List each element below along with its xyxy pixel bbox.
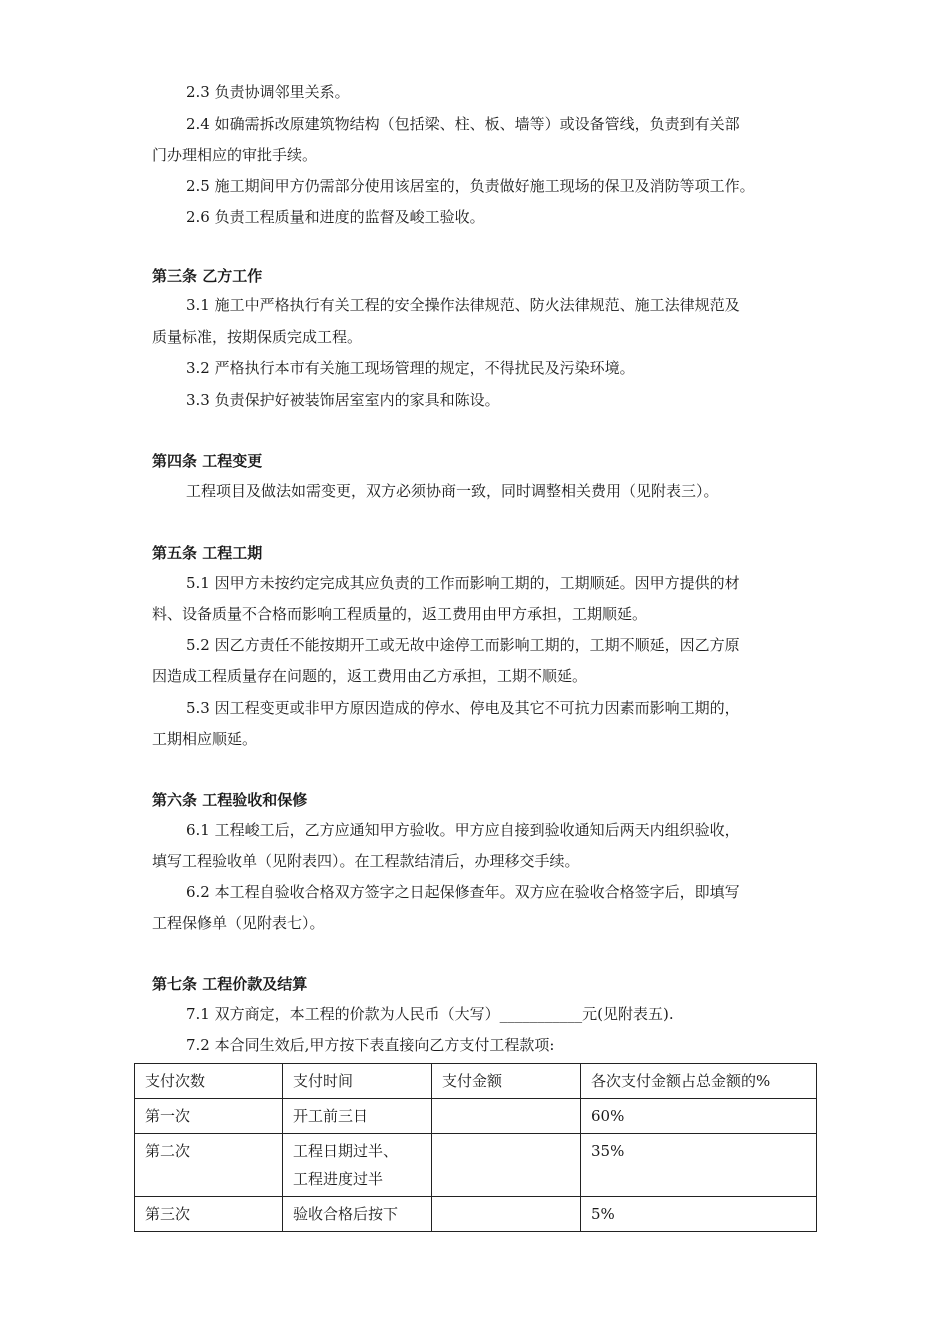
section-7-heading: 第七条 工程价款及结算 — [152, 975, 308, 993]
cell-percent: 5% — [581, 1197, 817, 1232]
cell-time-line: 工程进度过半 — [293, 1170, 384, 1188]
clause-2-4-line1: 2.4 如确需拆改原建筑物结构（包括梁、柱、板、墙等）或设备管线，负责到有关部 — [186, 115, 740, 133]
table-row — [135, 1134, 817, 1197]
clause-6-1-line2: 填写工程验收单（见附表四）。在工程款结清后，办理移交手续。 — [152, 852, 580, 870]
cell-amount — [432, 1134, 581, 1197]
cell-time — [283, 1099, 432, 1134]
clause-2-6: 2.6 负责工程质量和进度的监督及峻工验收。 — [186, 208, 485, 226]
cell-amount — [432, 1099, 581, 1134]
header-payment-times: 支付次数 — [135, 1064, 283, 1099]
clause-5-2-line1: 5.2 因乙方责任不能按期开工或无故中途停工而影响工期的，工期不顺延，因乙方原 — [186, 636, 740, 654]
clause-2-5: 2.5 施工期间甲方仍需部分使用该居室的，负责做好施工现场的保卫及消防等项工作。 — [186, 177, 755, 195]
section-4-heading: 第四条 工程变更 — [152, 452, 263, 470]
table-header-row — [135, 1064, 817, 1099]
table-row — [135, 1099, 817, 1134]
section-5-heading: 第五条 工程工期 — [152, 544, 263, 562]
header-payment-percent: 各次支付金额占总金额的% — [581, 1064, 817, 1099]
clause-4-body: 工程项目及做法如需变更，双方必须协商一致，同时调整相关费用（见附表三）。 — [186, 482, 719, 500]
clause-5-3-line1: 5.3 因工程变更或非甲方原因造成的停水、停电及其它不可抗力因素而影响工期的， — [186, 699, 740, 717]
clause-5-2-line2: 因造成工程质量存在问题的，返工费用由乙方承担，工期不顺延。 — [152, 667, 588, 685]
cell-time-line: 验收合格后按下 — [293, 1205, 399, 1223]
header-payment-time: 支付时间 — [283, 1064, 432, 1099]
clause-5-3-line2: 工期相应顺延。 — [152, 730, 258, 748]
table-row — [135, 1197, 817, 1232]
section-3-heading: 第三条 乙方工作 — [152, 267, 263, 285]
clause-3-1-line1: 3.1 施工中严格执行有关工程的安全操作法律规范、防火法律规范、施工法律规范及 — [186, 296, 740, 314]
clause-6-2-line2: 工程保修单（见附表七）。 — [152, 914, 325, 932]
clause-5-1-line2: 料、设备质量不合格而影响工程质量的，返工费用由甲方承担，工期顺延。 — [152, 605, 648, 623]
cell-percent: 60% — [581, 1099, 817, 1134]
cell-time-line: 工程日期过半、 — [293, 1142, 399, 1160]
clause-3-2: 3.2 严格执行本市有关施工现场管理的规定，不得扰民及污染环境。 — [186, 359, 635, 377]
clause-3-1-line2: 质量标准，按期保质完成工程。 — [152, 328, 363, 346]
cell-times: 第一次 — [135, 1099, 283, 1134]
header-payment-amount: 支付金额 — [432, 1064, 581, 1099]
cell-amount — [432, 1197, 581, 1232]
clause-3-3: 3.3 负责保护好被装饰居室室内的家具和陈设。 — [186, 391, 500, 409]
clause-6-2-line1: 6.2 本工程自验收合格双方签字之日起保修查年。双方应在验收合格签字后，即填写 — [186, 883, 740, 901]
clause-2-3: 2.3 负责协调邻里关系。 — [186, 83, 350, 101]
cell-times: 第二次 — [135, 1134, 283, 1197]
cell-percent: 35% — [581, 1134, 817, 1197]
cell-time-line: 开工前三日 — [293, 1107, 369, 1125]
cell-times: 第三次 — [135, 1197, 283, 1232]
clause-2-4-line2: 门办理相应的审批手续。 — [152, 146, 318, 164]
clause-6-1-line1: 6.1 工程峻工后，乙方应通知甲方验收。甲方应自接到验收通知后两天内组织验收， — [186, 821, 740, 839]
cell-time — [283, 1197, 432, 1232]
clause-5-1-line1: 5.1 因甲方未按约定完成其应负责的工作而影响工期的，工期顺延。因甲方提供的材 — [186, 574, 740, 592]
clause-7-2: 7.2 本合同生效后,甲方按下表直接向乙方支付工程款项: — [186, 1036, 555, 1054]
cell-time — [283, 1134, 432, 1197]
section-6-heading: 第六条 工程验收和保修 — [152, 791, 308, 809]
payment-table — [134, 1063, 817, 1232]
clause-7-1: 7.1 双方商定，本工程的价款为人民币（大写）___________元(见附表五). — [186, 1005, 674, 1023]
